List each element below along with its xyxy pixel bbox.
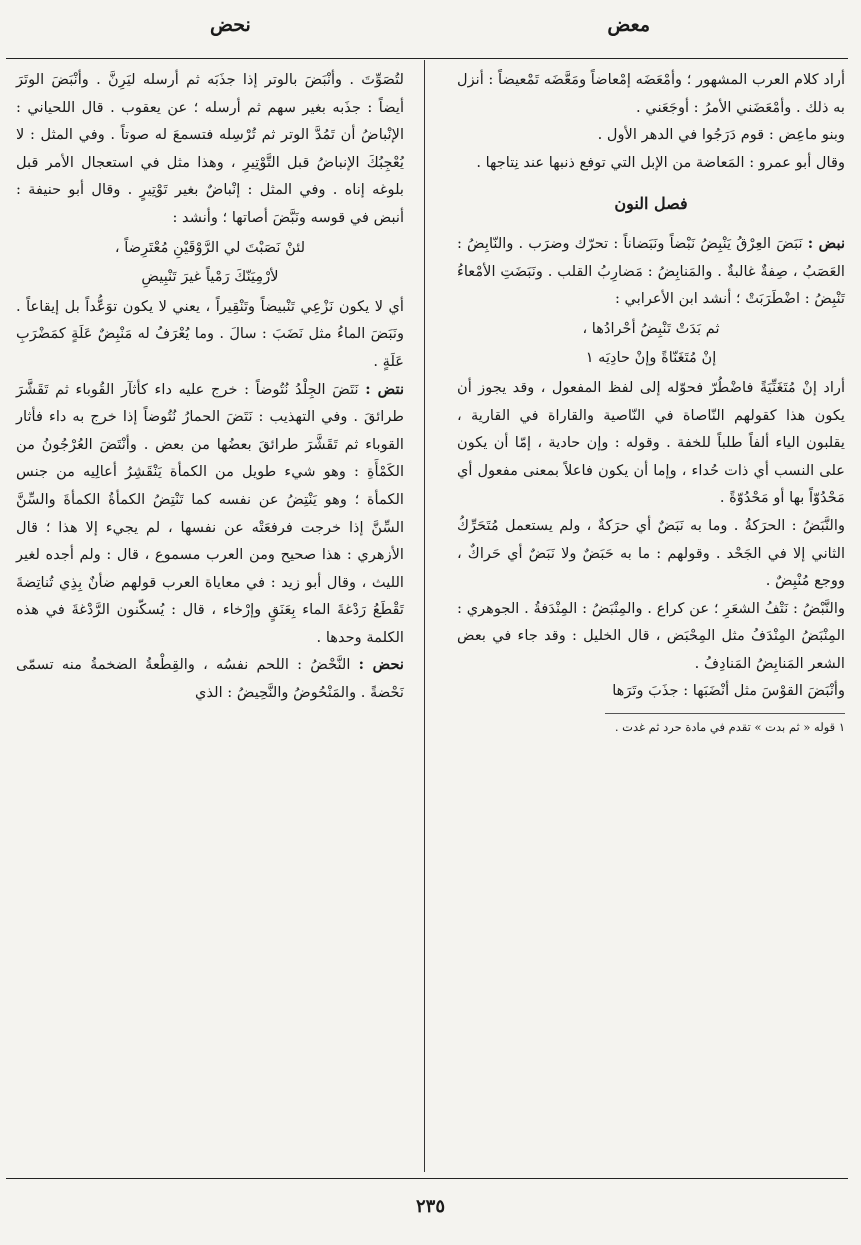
paragraph: وأنْبَضَ القوْسَ مثل أنْضَبَها : جذَبَ وتَرَها (612, 682, 845, 700)
entry-nhd (16, 651, 404, 706)
entry-headword: نحض : (358, 656, 404, 674)
paragraph: لتُصَوِّتَ . وأنْبَضَ بالوتر إذا جذَبَه ثم أرسله ليَرِنَّ . وأنْبَضَ الوتَرَ أيضاً : جذَبه بغير سهم ثم أرسله ؛ عن يعقوب . قال اللحياني : الإنْباضُ أن تَمُدَّ الوتر ثم تُرْسِله فتسمعَ له صوتاً . وفي المثل : لا يُعْجِبُكَ الإنباضُ قبل التَّوْتِيرِ ، وهذا مثل في استعجال الأمر قبل بلوغه إناه . وفي المثل : إنْباضٌ بغير تَوْتِيرٍ . وقال أبو حنيفة : أنبض في قوسه ونَبَّضَ أصاتها ؛ وأنشد : (16, 71, 404, 226)
right-headword: معض (607, 14, 650, 36)
entry-ntd (16, 376, 404, 652)
section-title: فصل النون (614, 194, 688, 214)
paragraph: أراد كلام العرب المشهور ؛ وأمْعَضَه إمْعاضاً ومَعَّضَه تَمْعيضاً : أنزل به ذلك . وأمْعَضَني الأمرُ : أوجَعَني . (457, 71, 845, 116)
right-column (457, 66, 845, 1181)
entry-headword: نبض : (807, 234, 846, 252)
footnote-rule (605, 713, 845, 714)
paragraph: والنَّبَضُ : الحرَكةُ . وما به نَبَضٌ أي حرَكةٌ ، ولم يستعمل مُتَحَرِّكُ الثاني إلا في الجَحْد . وقولهم : ما به حَبَضٌ ولا نَبَضٌ أي حَراكٌ ، ووجع مُنْبِضٌ . (457, 516, 845, 590)
paragraph: والنَّبْضُ : نَتْفُ الشعَرِ ؛ عن كراع . والمِنْبَضُ : المِنْدَفةُ . الجوهري : المِنْبَضُ المِنْدَفُ مثل المِحْبَض ، قال الخليل : وقد جاء في بعض الشعر المَنابِضُ المَنادِفُ . (457, 599, 845, 672)
footnote: ١ قوله « ثم بدت » تقدم في مادة حرد ثم غدت . (614, 720, 845, 735)
paragraph: وقال أبو عمرو : المَعاضة من الإبل التي توفع ذنبها عند نِتاجها . (476, 153, 845, 171)
verse-line: لأرْمِيَنّكَ رَمْياً غيرَ تَنْبِيضِ (141, 268, 279, 286)
entry-text: نَتَضَ الجِلْدُ نُتُوضاً : خرج عليه داء كأثآر القُوباء ثم تَقَشَّرَ طرائقَ . وفي التهذيب : نَتَضَ الحمارُ نُتُوضاً إذا خرج به داء فأثار القوباء ثم تَقَشَّرَ طرائقَ بعضُها من بعض . وأنْتَضَ العُرْجُونُ من الكَمْأَةِ : وهو شيء طويل من الكمأة يَنْقَشِرُ أعالِيه من جنس الكمأة ؛ وهو يَنْتِضُ عن نفسه كما تَنْتِضُ الكمأةُ الكمأةَ والسِّنَّ السِّنَّ إذا خرجت فرفعَتْه عن نفسها ، لم يجيء إلا هذا ؛ قال الأزهري : هذا صحيح ومن العرب مسموع ، قال : ولم أجده لغير الليث ، وقال أبو زيد : في معاياة العرب قولهم ضأنٌ بِذِي تُناتِضةَ تَقْطَعُ رَدْغةَ الماء بِعَنَقٍ وإرْخاء ، قال : يُسكّنون الرَّدْغةَ في هذه الكلمة وحدها . (16, 380, 404, 646)
header-rule (6, 58, 848, 59)
entry-nbd (457, 230, 845, 313)
verse-line: ثم بَدَتْ تَنْبِضُ أحْرادُها ، (582, 319, 720, 337)
left-headword: نحض (210, 14, 251, 36)
page-header (30, 14, 830, 42)
page-number: ٢٣٥ (415, 1196, 445, 1217)
footer-rule (6, 1178, 848, 1179)
paragraph: أراد إنْ مُتَغَنِّيَةً فاضْطُرّ فحوّله إلى لفظ المفعول ، وقد يجوز أن يكون هذا كقولهم النّاصاة في النّاصية والقاراة في القارية ، يقلبون الياء ألفاً طلباً للخفة . وقوله : وإن حادية ، إمّا أن يكون على النسب أي ذات حُداء ، وإما أن يكون فاعلاً بمعنى مفعول أي مَحْدُوّاً بها أو مَحْدُوّةً . (457, 378, 845, 507)
entry-text: نَبَضَ العِرْقُ يَنْبِضُ نَبْضاً ونَبَضاناً : تحرّك وضرَب . والنّابِضُ : العَصَبُ ، صِفةٌ غالبةٌ . والمَنابِضُ : مَضارِبُ القلب . ونَبَضَتِ الأمْعاءُ تَنْبِضُ : اضْطَرَبَتْ ؛ أنشد ابن الأعرابي : (457, 234, 845, 308)
verse-line: إنْ مُتَغَنّاةً وإنْ حادِيَه ١ (585, 349, 717, 367)
paragraph: وبنو ماعِض : قوم دَرَجُوا في الدهر الأول . (597, 126, 845, 144)
verse-line: لئنْ نَصَبْتَ لي الرَّوْقَيْنِ مُعْتَرِضاً ، (114, 238, 306, 256)
entry-text: النَّحْضُ : اللحم نفسُه ، والقِطْعةُ الضخمةُ منه تسمّى نَحْضةً . والمَنْحُوضُ والنَّحِيضُ : الذي (16, 656, 404, 702)
left-column (16, 66, 404, 1181)
paragraph: أي لا يكون نَزْعِي تَنْبيضاً وتَنْقِيراً ، يعني لا يكون توَعُّداً بل إيقاعاً . ونَبَضَ الماءُ مثل نَضَبَ : سالَ . وما يُعْرَفُ له مَنْبِضٌ عَلَةٍ كمَضْرَبِ عَلَةٍ . (16, 297, 404, 370)
entry-headword: نتض : (365, 380, 405, 398)
column-divider (424, 60, 425, 1172)
